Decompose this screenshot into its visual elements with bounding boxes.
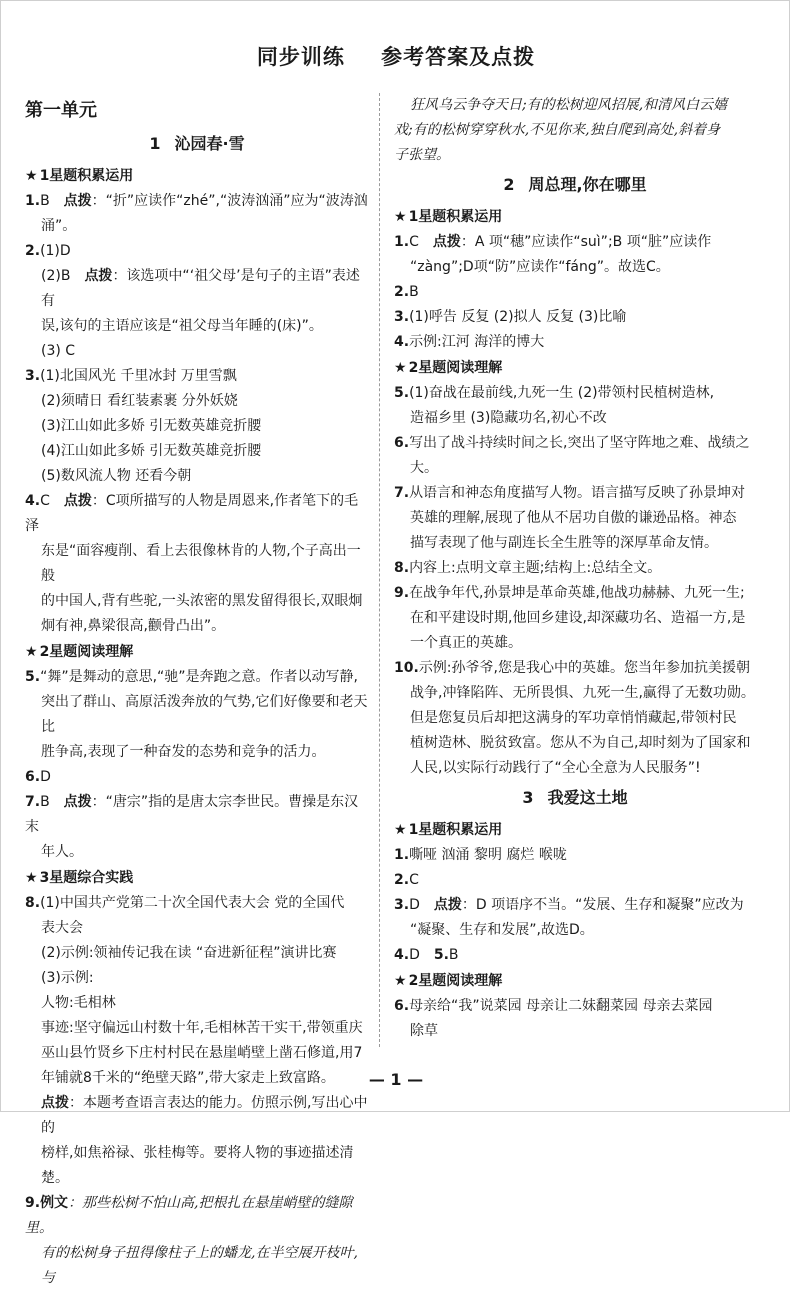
answer-choice: D xyxy=(409,897,420,913)
right-column xyxy=(394,93,756,1051)
question-number: 3. xyxy=(394,309,410,325)
answer-choice: B xyxy=(409,284,419,300)
answer-line: “凝聚、生存和发展”,故选D。 xyxy=(410,922,594,938)
answer-item xyxy=(394,431,756,456)
answer-line: 事迹:坚守偏远山村数十年,毛相林苦干实干,带领重庆 xyxy=(41,1020,363,1036)
question-number: 1. xyxy=(394,234,410,250)
star-icon: ★ xyxy=(394,822,407,838)
answer-line: (4)江山如此多娇 引无数英雄竞折腰 xyxy=(41,443,262,459)
answer-line: 一个真正的英雄。 xyxy=(410,635,522,651)
answer-item xyxy=(25,489,369,539)
answer-choice: D xyxy=(409,947,420,963)
tip-label: 点拨 xyxy=(84,268,113,284)
section-heading xyxy=(25,865,369,891)
answer-choice: B xyxy=(40,193,50,209)
answer-text: 在战争年代,孙景坤是革命英雄,他战功赫赫、九死一生; xyxy=(409,585,745,601)
answer-text: 示例:孙爷爷,您是我心中的英雄。您当年参加抗美援朝 xyxy=(418,660,750,676)
title-right: 参考答案及点拨 xyxy=(381,45,536,69)
answer-line: 东是“面容瘦削、看上去很像林肯的人物,个子高出一般 xyxy=(41,543,361,584)
answer-text: 内容上:点明文章主题;结构上:总结全文。 xyxy=(409,560,662,576)
answer-line: 炯有神,鼻梁很高,颧骨凸出”。 xyxy=(41,618,226,634)
answer-item xyxy=(394,280,756,305)
question-number: 1. xyxy=(25,193,41,209)
question-number: 7. xyxy=(394,485,410,501)
answer-item xyxy=(25,765,369,790)
star-icon: ★ xyxy=(25,644,38,660)
answer-line: 戏;有的松树穿穿秋水,不见你来,独自爬到高处,斜着身 xyxy=(394,122,721,138)
question-number: 4. xyxy=(394,334,410,350)
answer-line: 在和平建设时期,他回乡建设,却深藏功名、造福一方,是 xyxy=(410,610,746,626)
tip-label: 点拨 xyxy=(41,1095,69,1111)
answer-item xyxy=(25,891,369,916)
answer-line xyxy=(25,1091,369,1141)
question-number: 3. xyxy=(25,368,41,384)
question-number: 2. xyxy=(394,284,410,300)
answer-line: 巫山县竹贤乡下庄村村民在悬崖峭壁上凿石修道,用7 xyxy=(41,1045,363,1061)
section-label: 1星题积累运用 xyxy=(408,822,503,838)
answer-text: ：“折”应读作“zhé”,“波涛汹涌”应为“波涛汹 xyxy=(91,193,368,209)
answer-line: 战争,冲锋陷阵、无所畏惧、九死一生,赢得了无数功勋。 xyxy=(410,685,755,701)
answer-line xyxy=(25,264,369,314)
lesson-number: 1 xyxy=(149,134,161,153)
lesson-number: 2 xyxy=(503,175,515,194)
answer-text: (1)奋战在最前线,九死一生 (2)带领村民植树造林, xyxy=(409,385,715,401)
unit-heading: 第一单元 xyxy=(25,100,97,121)
answer-line: (5)数风流人物 还看今朝 xyxy=(41,468,192,484)
question-number: 6. xyxy=(394,435,410,451)
question-number: 6. xyxy=(25,769,41,785)
question-number: 7. xyxy=(25,794,41,810)
lesson-name: 沁园春·雪 xyxy=(174,134,245,153)
tip-label: 点拨 xyxy=(63,794,92,810)
column-divider xyxy=(379,93,380,1047)
section-label: 1星题积累运用 xyxy=(408,209,503,225)
answer-item xyxy=(25,239,369,264)
answer-line: (3)江山如此多娇 引无数英雄竞折腰 xyxy=(41,418,262,434)
answer-text: 从语言和神态角度描写人物。语言描写反映了孙景坤对 xyxy=(409,485,746,501)
answer-line: 但是您复员后却把这满身的军功章悄悄藏起,带领村民 xyxy=(410,710,737,726)
answer-line: 大。 xyxy=(410,460,438,476)
answer-choice: D xyxy=(40,769,51,785)
answer-item xyxy=(394,893,756,918)
lesson-title-1 xyxy=(25,129,369,159)
answer-choice: (2)B xyxy=(41,268,71,284)
question-number: 4. xyxy=(25,493,41,509)
answer-line: (2)示例:领袖传记我在读 “奋进新征程”演讲比赛 xyxy=(41,945,337,961)
star-icon: ★ xyxy=(394,973,407,989)
example-label: 例文 xyxy=(40,1195,69,1211)
answer-line: 胜争高,表现了一种奋发的态势和竞争的活力。 xyxy=(41,744,326,760)
answer-item xyxy=(394,994,756,1019)
left-column xyxy=(25,97,369,1286)
answer-text: 示例:江河 海洋的博大 xyxy=(409,334,545,350)
answer-choice: C xyxy=(409,872,419,888)
section-heading xyxy=(394,968,756,994)
answer-item xyxy=(25,665,369,690)
answer-line: 植树造林、脱贫致富。您从不为自己,却时刻为了国家和 xyxy=(410,735,751,751)
answer-line: 突出了群山、高原活泼奔放的气势,它们好像要和老天比 xyxy=(41,694,368,735)
answer-line: 狂风乌云争夺天日;有的松树迎风招展,和清风白云嬉 xyxy=(410,97,728,113)
page-number: — 1 — xyxy=(368,1070,424,1089)
answer-line: 涌”。 xyxy=(41,218,77,234)
answer-text: ：本题考查语言表达的能力。仿照示例,写出心中的 xyxy=(41,1095,368,1136)
answer-item xyxy=(394,556,756,581)
page-title xyxy=(1,41,791,71)
answer-text: ：那些松树不怕山高,把根扎在悬崖峭壁的缝隙里。 xyxy=(25,1195,353,1236)
section-label: 1星题积累运用 xyxy=(39,168,134,184)
title-left: 同步训练 xyxy=(256,45,345,69)
answer-line: 榜样,如焦裕禄、张桂梅等。要将人物的事迹描述清楚。 xyxy=(41,1145,354,1186)
question-number: 2. xyxy=(394,872,410,888)
answer-text: (1)中国共产党第二十次全国代表大会 党的全国代 xyxy=(40,895,345,911)
question-number: 8. xyxy=(394,560,410,576)
answer-line: 英雄的理解,展现了他从不居功自傲的谦逊品格。神态 xyxy=(410,510,737,526)
section-heading xyxy=(25,163,369,189)
question-number: 3. xyxy=(394,897,410,913)
answer-text: (1)呼告 反复 (2)拟人 反复 (3)比喻 xyxy=(409,309,627,325)
answer-item xyxy=(25,189,369,214)
answer-choice: C xyxy=(409,234,419,250)
answer-text: (1)北国风光 千里冰封 万里雪飘 xyxy=(40,368,237,384)
question-number: 6. xyxy=(394,998,410,1014)
answer-choice: B xyxy=(448,947,459,963)
answer-item xyxy=(394,656,756,681)
answer-line: (2)须晴日 看红装素裹 分外妖娆 xyxy=(41,393,238,409)
answer-text: 母亲给“我”说菜园 母亲让二妹翻菜园 母亲去菜园 xyxy=(409,998,713,1014)
section-heading xyxy=(25,639,369,665)
section-label: 2星题阅读理解 xyxy=(39,644,134,660)
answer-item xyxy=(25,790,369,840)
answer-line: 有的松树身子扭得像柱子上的蟠龙,在半空展开枝叶,与 xyxy=(41,1245,358,1286)
answer-item xyxy=(394,843,756,868)
answer-item xyxy=(394,481,756,506)
lesson-title-2 xyxy=(394,170,756,200)
answer-text: 嘶哑 汹涌 黎明 腐烂 喉咙 xyxy=(409,847,567,863)
question-number: 1. xyxy=(394,847,410,863)
question-number: 9. xyxy=(25,1195,41,1211)
answer-item xyxy=(394,943,756,968)
section-heading xyxy=(394,355,756,381)
answer-text: ：该选项中“‘祖父母’是句子的主语”表述有 xyxy=(41,268,360,309)
tip-label: 点拨 xyxy=(433,897,462,913)
answer-line: 除草 xyxy=(410,1023,438,1039)
answer-line: (3)示例: xyxy=(41,970,94,986)
answer-line: 人物:毛相林 xyxy=(41,995,116,1011)
answer-line: 表大会 xyxy=(41,920,83,936)
question-number: 9. xyxy=(394,585,410,601)
answer-line: 年铺就8千米的“绝壁天路”,带大家走上致富路。 xyxy=(41,1070,335,1086)
section-label: 2星题阅读理解 xyxy=(408,360,503,376)
answer-line: 误,该句的主语应该是“祖父母当年睡的(床)”。 xyxy=(41,318,323,334)
answer-text: (1)D xyxy=(40,243,71,259)
answer-line: 的中国人,背有些驼,一头浓密的黑发留得很长,双眼炯 xyxy=(41,593,363,609)
answer-text: ：C项所描写的人物是周恩来,作者笔下的毛泽 xyxy=(25,493,359,534)
answer-text: ：D 项语序不当。“发展、生存和凝聚”应改为 xyxy=(461,897,744,913)
answer-text: ：“唐宗”指的是唐太宗李世民。曹操是东汉末 xyxy=(25,794,359,835)
answer-text: “舞”是舞动的意思,“驰”是奔跑之意。作者以动写静, xyxy=(40,669,358,685)
tip-label: 点拨 xyxy=(63,193,92,209)
answer-item xyxy=(25,1191,369,1241)
star-icon: ★ xyxy=(25,168,38,184)
question-number: 5. xyxy=(394,385,410,401)
question-number: 10. xyxy=(394,660,419,676)
question-number: 2. xyxy=(25,243,41,259)
answer-line: 描写表现了他与副连长全生胜等的深厚革命友情。 xyxy=(410,535,718,551)
tip-label: 点拨 xyxy=(63,493,92,509)
answer-line: 年人。 xyxy=(41,844,83,860)
answer-line: 子张望。 xyxy=(394,147,450,163)
question-number: 8. xyxy=(25,895,41,911)
lesson-title-3 xyxy=(394,783,756,813)
answer-line: 造福乡里 (3)隐藏功名,初心不改 xyxy=(410,410,607,426)
answer-item xyxy=(394,868,756,893)
answer-line: 人民,以实际行动践行了“全心全意为人民服务”! xyxy=(410,760,701,776)
answer-item xyxy=(394,581,756,606)
answer-text: ：A 项“穗”应读作“suì”;B 项“脏”应读作 xyxy=(460,234,712,250)
section-heading xyxy=(394,817,756,843)
section-label: 3星题综合实践 xyxy=(39,870,134,886)
section-label: 2星题阅读理解 xyxy=(408,973,503,989)
answer-item xyxy=(25,364,369,389)
lesson-number: 3 xyxy=(522,788,534,807)
star-icon: ★ xyxy=(394,360,407,376)
question-number: 5. xyxy=(433,947,449,963)
question-number: 5. xyxy=(25,669,41,685)
answer-text: 写出了战斗持续时间之长,突出了坚守阵地之难、战绩之 xyxy=(409,435,750,451)
answer-line: “zàng”;D项“防”应读作“fáng”。故选C。 xyxy=(410,259,670,275)
lesson-name: 我爱这土地 xyxy=(547,788,628,807)
lesson-name: 周总理,你在哪里 xyxy=(528,175,647,194)
answer-line: (3) C xyxy=(41,343,76,359)
answer-item xyxy=(394,305,756,330)
answer-choice: C xyxy=(40,493,50,509)
tip-label: 点拨 xyxy=(432,234,461,250)
section-heading xyxy=(394,204,756,230)
answer-item xyxy=(394,381,756,406)
answer-item xyxy=(394,330,756,355)
star-icon: ★ xyxy=(394,209,407,225)
question-number: 4. xyxy=(394,947,410,963)
answer-choice: B xyxy=(40,794,50,810)
star-icon: ★ xyxy=(25,870,38,886)
answer-item xyxy=(394,230,756,255)
